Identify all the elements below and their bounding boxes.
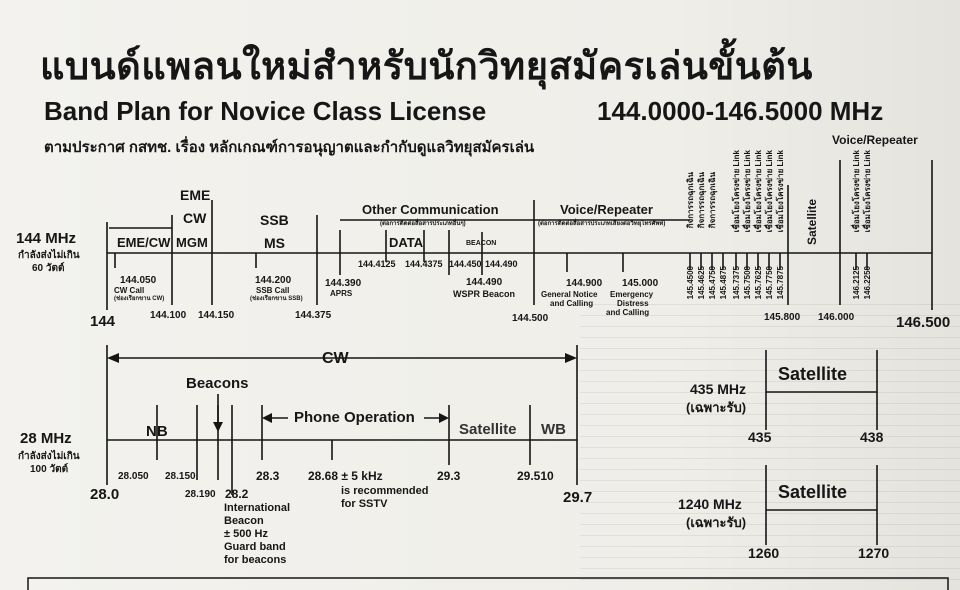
label-beacon: BEACON — [466, 240, 497, 247]
emerg-freq-2: 145.4625 — [697, 266, 706, 300]
band-label-435: 435 MHz — [690, 381, 747, 397]
freq-144050: 144.050 — [120, 275, 157, 286]
label-cw-28: CW — [322, 350, 349, 367]
label-satellite-28: Satellite — [459, 421, 517, 438]
label-wb: WB — [541, 421, 566, 438]
emerg-freq-4: 145.4875 — [719, 266, 728, 300]
link-label-5: เชื่อมโยงโครงข่าย Link — [776, 150, 785, 233]
recv-only-1240: (เฉพาะรับ) — [686, 515, 747, 530]
label-beacons: Beacons — [186, 375, 249, 392]
frequency-range: 144.0000-146.5000 MHz — [597, 96, 884, 126]
power-144-line2: 60 วัตต์ — [32, 263, 65, 274]
edge-297: 29.7 — [563, 489, 593, 506]
freq-1444375: 144.4375 — [405, 259, 443, 269]
link-freq-5: 145.7875 — [776, 266, 785, 300]
label-nb: NB — [146, 423, 168, 440]
edge-146500: 146.500 — [896, 314, 951, 331]
link2-label-1: เชื่อมโยงโครงข่าย Link — [852, 150, 861, 233]
freq-435: 435 — [748, 429, 772, 445]
freq-438: 438 — [860, 429, 884, 445]
freq-1270: 1270 — [858, 545, 890, 561]
power-144-line1: กำลังส่งไม่เกิน — [18, 250, 80, 261]
link-label-2: เชื่อมโยงโครงข่าย Link — [743, 150, 752, 233]
link2-freq-1: 146.2125 — [852, 266, 861, 300]
link-freq-1: 145.7375 — [732, 266, 741, 300]
freq-144200: 144.200 — [255, 275, 292, 286]
freq-144150: 144.150 — [198, 310, 235, 321]
intl-beacon-5: for beacons — [224, 554, 287, 566]
regulation-notice: ตามประกาศ กสทช. เรื่อง หลักเกณฑ์การอนุญาตและกำกับดูแลวิทยุสมัครเล่น — [44, 139, 535, 156]
cw-call: CW Call — [114, 286, 145, 295]
freq-283: 28.3 — [256, 469, 280, 483]
emerg-label-3: กิจการรถฉุกเฉิน — [708, 172, 717, 229]
label-phone-operation: Phone Operation — [294, 409, 415, 426]
freq-144500: 144.500 — [512, 313, 549, 324]
label-satellite-144: Satellite — [805, 198, 819, 245]
ssb-call: SSB Call — [256, 286, 290, 295]
intl-beacon-1: International — [224, 502, 291, 514]
band-label-1240: 1240 MHz — [678, 496, 742, 512]
freq-2868: 28.68 ± 5 kHz — [308, 469, 383, 483]
ssb-call-note: (ช่องเรียกขาน SSB) — [250, 296, 303, 302]
label-eme: EME — [180, 187, 211, 203]
freq-144900: 144.900 — [566, 278, 603, 289]
intl-beacon-2: Beacon — [224, 515, 264, 527]
edge-28: 28.0 — [90, 486, 120, 503]
recv-only-435: (เฉพาะรับ) — [686, 400, 747, 415]
intl-beacon-3: ± 500 Hz — [224, 528, 268, 540]
freq-29510: 29.510 — [517, 469, 554, 483]
band-label-28: 28 MHz — [20, 430, 72, 447]
label-voice-repeater-top: Voice/Repeater — [832, 133, 918, 147]
band-label-144: 144 MHz — [16, 230, 77, 247]
freq-145800: 145.800 — [764, 312, 801, 323]
freq-145000: 145.000 — [622, 278, 659, 289]
satellite-1240: Satellite — [778, 482, 848, 502]
thai-title: แบนด์แพลนใหม่สำหรับนักวิทยุสมัครเล่นขั้นต้น — [40, 46, 813, 88]
wspr-beacon: WSPR Beacon — [453, 289, 516, 299]
label-cw-144: CW — [183, 210, 207, 226]
emerg-label-1: กิจการรถฉุกเฉิน — [686, 172, 695, 229]
freq-144375: 144.375 — [295, 310, 332, 321]
link-freq-4: 145.7750 — [765, 266, 774, 300]
voice-note: (ต่อการติดต่อสื่อสารประเภทเสียงต่อวิทยุโทรศัพท์) — [538, 221, 666, 227]
label-data: DATA — [389, 235, 424, 250]
general-notice: General Notice — [541, 290, 598, 299]
freq-28150: 28.150 — [165, 471, 196, 482]
freq-144490-a: 144.490 — [485, 259, 518, 269]
emerg-freq-3: 145.4750 — [708, 266, 717, 300]
link-freq-2: 145.7500 — [743, 266, 752, 300]
power-28-line2: 100 วัตต์ — [30, 464, 69, 475]
link-label-4: เชื่อมโยงโครงข่าย Link — [765, 150, 774, 233]
sstv-line1: is recommended — [341, 485, 429, 497]
label-ms: MS — [264, 235, 285, 251]
power-28-line1: กำลังส่งไม่เกิน — [18, 451, 80, 462]
aprs: APRS — [330, 289, 353, 298]
emerg-label-2: กิจการรถฉุกเฉิน — [697, 172, 706, 229]
link2-label-2: เชื่อมโยงโครงข่าย Link — [863, 150, 872, 233]
label-mgm: MGM — [176, 235, 208, 250]
link-label-1: เชื่อมโยงโครงข่าย Link — [732, 150, 741, 233]
emergency: Emergency — [610, 290, 654, 299]
intl-beacon-4: Guard band — [224, 541, 286, 553]
english-title: Band Plan for Novice Class License — [44, 96, 487, 126]
distress: Distress — [617, 299, 649, 308]
freq-144100: 144.100 — [150, 310, 187, 321]
label-ssb: SSB — [260, 212, 289, 228]
and-calling: and Calling — [550, 299, 594, 308]
link2-freq-2: 146.2250 — [863, 266, 872, 300]
freq-144490-b: 144.490 — [466, 277, 503, 288]
label-voice-repeater: Voice/Repeater — [560, 202, 653, 217]
and-calling-2: and Calling — [606, 308, 650, 317]
edge-144: 144 — [90, 313, 116, 330]
cw-call-note: (ช่องเรียกขาน CW) — [114, 296, 165, 302]
satellite-435: Satellite — [778, 364, 848, 384]
freq-1260: 1260 — [748, 545, 780, 561]
link-label-3: เชื่อมโยงโครงข่าย Link — [754, 150, 763, 233]
sstv-line2: for SSTV — [341, 498, 388, 510]
label-eme-cw: EME/CW — [117, 235, 171, 250]
freq-282: 28.2 — [225, 487, 249, 501]
freq-1444125: 144.4125 — [358, 259, 396, 269]
freq-144450: 144.450 — [449, 259, 482, 269]
freq-28050: 28.050 — [118, 471, 149, 482]
label-other-communication: Other Communication — [362, 202, 499, 217]
link-freq-3: 145.7625 — [754, 266, 763, 300]
freq-144390: 144.390 — [325, 278, 362, 289]
freq-28190: 28.190 — [185, 489, 216, 500]
emerg-freq-1: 145.4500 — [686, 266, 695, 300]
freq-146000: 146.000 — [818, 312, 855, 323]
other-comm-note: (ต่อการติดต่อสื่อสารประเภทอื่นๆ) — [380, 221, 466, 227]
freq-293: 29.3 — [437, 469, 461, 483]
